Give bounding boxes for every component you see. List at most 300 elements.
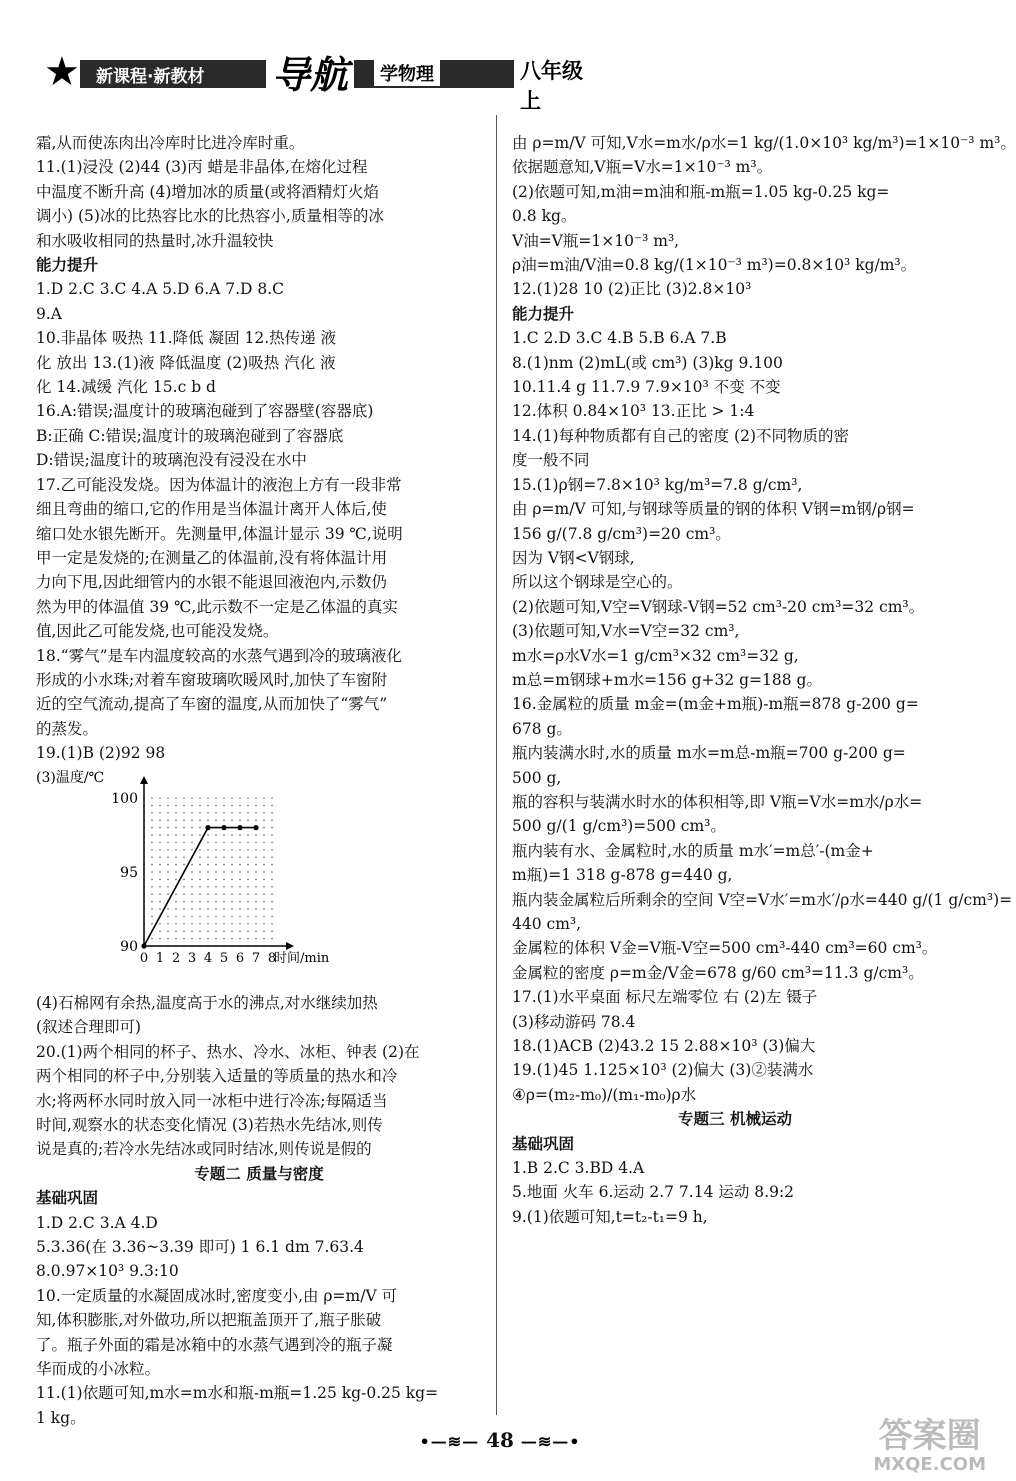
page-footer (0, 1428, 1000, 1452)
grid-dot (159, 900, 161, 902)
grid-dot (215, 923, 217, 925)
grid-dot (231, 893, 233, 895)
text-line: 缩口处水银先断开。先测量甲,体温计显示 39 ℃,说明 (36, 524, 403, 543)
grid-dot (271, 930, 273, 932)
text-line: 16.A:错误;温度计的玻璃泡碰到了容器壁(容器底) (36, 402, 374, 421)
grid-dot (215, 841, 217, 843)
grid-dot (167, 804, 169, 806)
grid-dot (167, 841, 169, 843)
grid-dot (247, 863, 249, 865)
grid-dot (271, 908, 273, 910)
grid-dot (215, 856, 217, 858)
grid-dot (271, 878, 273, 880)
grid-dot (247, 856, 249, 858)
text-line: 20.(1)两个相同的杯子、热水、冷水、冰柜、钟表 (2)在 (36, 1042, 420, 1061)
grid-dot (231, 878, 233, 880)
grid-dot (215, 886, 217, 888)
grid-dot (151, 923, 153, 925)
x-tick-label: 3 (187, 950, 197, 966)
text-line: 17.(1)水平桌面 标尺左端零位 右 (2)左 镊子 (512, 988, 818, 1007)
grid-dot (239, 930, 241, 932)
grid-dot (223, 893, 225, 895)
text-line: 基础巩固 (512, 1134, 575, 1153)
grid-dot (271, 834, 273, 836)
data-point (237, 825, 242, 830)
grid-dot (183, 908, 185, 910)
grid-dot (263, 797, 265, 799)
grid-dot (159, 804, 161, 806)
grid-dot (167, 834, 169, 836)
grid-dot (263, 878, 265, 880)
text-line: m水=ρ水V水=1 g/cm³×32 cm³=32 g, (512, 646, 799, 665)
grid-dot (231, 849, 233, 851)
text-line: 然为甲的体温值 39 ℃,此示数不一定是乙体温的真实 (36, 597, 398, 616)
grid-dot (263, 819, 265, 821)
grid-dot (191, 930, 193, 932)
grid-dot (175, 908, 177, 910)
text-line: 水;将两杯水同时放入同一冰柜中进行冷冻;每隔适当 (36, 1091, 388, 1110)
grid-dot (239, 841, 241, 843)
grid-dot (215, 871, 217, 873)
grid-dot (207, 900, 209, 902)
grid-dot (239, 871, 241, 873)
grid-dot (159, 849, 161, 851)
grid-dot (199, 908, 201, 910)
grid-dot (183, 826, 185, 828)
grid-dot (207, 908, 209, 910)
grid-dot (247, 908, 249, 910)
grid-dot (159, 923, 161, 925)
text-line: 能力提升 (36, 256, 99, 275)
grid-dot (271, 871, 273, 873)
grid-dot (255, 893, 257, 895)
grid-dot (231, 804, 233, 806)
section-3-text (512, 1132, 958, 1230)
text-line: 18.(1)ACB (2)43.2 15 2.88×10³ (3)偏大 (512, 1037, 816, 1056)
x-axis-arrow (286, 942, 294, 950)
grid-dot (191, 841, 193, 843)
grid-dot (167, 812, 169, 814)
grid-dot (239, 878, 241, 880)
text-line: 17.乙可能没发烧。因为体温计的液泡上方有一段非常 (36, 475, 402, 494)
grid-dot (159, 841, 161, 843)
grid-dot (239, 886, 241, 888)
grid-dot (159, 819, 161, 821)
grid-dot (151, 908, 153, 910)
text-line: 0.8 kg。 (512, 207, 577, 226)
grid-dot (191, 834, 193, 836)
section-title-3: 专题三 机械运动 (678, 1110, 792, 1129)
grid-dot (255, 856, 257, 858)
grid-dot (151, 893, 153, 895)
grid-dot (263, 930, 265, 932)
grid-dot (151, 856, 153, 858)
grid-dot (167, 826, 169, 828)
text-line: 15.(1)ρ钢=7.8×10³ kg/m³=7.8 g/cm³, (512, 475, 803, 494)
grid-dot (207, 804, 209, 806)
right-text-block (512, 131, 1016, 1107)
grid-dot (183, 915, 185, 917)
grid-dot (247, 834, 249, 836)
grid-dot (271, 841, 273, 843)
grid-dot (175, 834, 177, 836)
grid-dot (223, 923, 225, 925)
grid-dot (215, 937, 217, 939)
grid-dot (255, 863, 257, 865)
text-line: D:错误;温度计的玻璃泡没有浸没在水中 (36, 451, 307, 470)
grid-dot (231, 937, 233, 939)
text-line: (2)依题可知,m油=m油和瓶-m瓶=1.05 kg-0.25 kg= (512, 182, 890, 201)
grid-dot (191, 937, 193, 939)
grid-dot (231, 923, 233, 925)
text-line: 8.0.97×10³ 9.3:10 (36, 1262, 179, 1281)
temperature-chart (36, 770, 482, 987)
text-line: 化 14.减缓 汽化 15.c b d (36, 378, 216, 397)
subject-name: 学物理 (374, 60, 440, 86)
grid-dot (191, 908, 193, 910)
grid-dot (263, 804, 265, 806)
text-line: 5.地面 火车 6.运动 2.7 7.14 运动 8.9:2 (512, 1183, 795, 1202)
grid-dot (263, 886, 265, 888)
grid-dot (223, 849, 225, 851)
text-line: 16.金属粒的质量 m金=(m金+m瓶)-m瓶=878 g-200 g= (512, 695, 919, 714)
grid-dot (215, 819, 217, 821)
text-line: 1.D 2.C 3.C 4.A 5.D 6.A 7.D 8.C (36, 280, 285, 299)
grid-dot (255, 900, 257, 902)
y-tick-label: 95 (120, 864, 138, 881)
text-line: 金属粒的密度 ρ=m金/V金=678 g/60 cm³=11.3 g/cm³。 (512, 963, 924, 982)
text-line: 10.非晶体 吸热 11.降低 凝固 12.热传递 液 (36, 329, 337, 348)
data-point (221, 825, 226, 830)
grid-dot (239, 834, 241, 836)
grid-dot (223, 863, 225, 865)
grid-dot (215, 915, 217, 917)
grid-dot (263, 893, 265, 895)
grid-dot (271, 900, 273, 902)
grid-dot (151, 849, 153, 851)
text-line: 1.B 2.C 3.BD 4.A (512, 1159, 645, 1178)
text-line: 因为 V钢<V钢球, (512, 548, 635, 567)
text-line: 19.(1)B (2)92 98 (36, 744, 166, 763)
grid-dot (183, 886, 185, 888)
grid-dot (175, 797, 177, 799)
grid-dot (191, 878, 193, 880)
grid-dot (207, 834, 209, 836)
right-ornament: —≋—• (520, 1432, 581, 1451)
grid-dot (183, 900, 185, 902)
grid-dot (223, 900, 225, 902)
text-line: 500 g, (512, 768, 562, 787)
text-line: ④ρ=(m₂-m₀)/(m₁-m₀)ρ水 (512, 1085, 697, 1104)
grid-dot (271, 826, 273, 828)
grid-dot (191, 812, 193, 814)
grid-dot (231, 900, 233, 902)
grid-dot (175, 900, 177, 902)
grid-dot (231, 834, 233, 836)
grid-dot (199, 826, 201, 828)
grid-dot (151, 878, 153, 880)
grid-dot (167, 930, 169, 932)
grid-dot (199, 937, 201, 939)
grid-dot (271, 863, 273, 865)
grid-dot (215, 804, 217, 806)
grid-dot (239, 804, 241, 806)
grid-dot (239, 893, 241, 895)
grid-dot (239, 849, 241, 851)
grid-dot (247, 804, 249, 806)
grid-dot (159, 812, 161, 814)
grid-dot (151, 937, 153, 939)
page-header (44, 49, 604, 113)
grid-dot (271, 856, 273, 858)
grid-dot (263, 863, 265, 865)
grid-dot (159, 797, 161, 799)
grid-dot (239, 937, 241, 939)
grid-dot (247, 923, 249, 925)
grid-dot (175, 871, 177, 873)
text-line: (2)依题可知,V空=V钢球-V钢=52 cm³-20 cm³=32 cm³。 (512, 597, 925, 616)
text-line: 所以这个钢球是空心的。 (512, 573, 683, 592)
grid-dot (159, 937, 161, 939)
grid-dot (159, 908, 161, 910)
text-line: 瓶内装金属粒后所剩余的空间 V空=V水′=m水′/ρ水=440 g/(1 g/cm³)= (512, 890, 1013, 909)
text-line: 能力提升 (512, 304, 575, 323)
grid-dot (191, 915, 193, 917)
grid-dot (247, 871, 249, 873)
grid-dot (191, 804, 193, 806)
grid-dot (231, 886, 233, 888)
text-line: 440 cm³, (512, 915, 582, 933)
grid-dot (175, 819, 177, 821)
grid-dot (183, 937, 185, 939)
text-line: 知,体积膨胀,对外做功,所以把瓶盖顶开了,瓶子胀破 (36, 1311, 382, 1330)
grid-dot (247, 930, 249, 932)
grid-dot (175, 804, 177, 806)
grid-dot (255, 841, 257, 843)
grid-dot (183, 923, 185, 925)
text-line: 两个相同的杯子中,分别装入适量的等质量的热水和冷 (36, 1067, 398, 1086)
grid-dot (271, 849, 273, 851)
left-text-block-2 (36, 991, 482, 1162)
grid-dot (207, 937, 209, 939)
grid-dot (175, 863, 177, 865)
star-icon: ★ (44, 49, 80, 95)
text-line: 1.C 2.D 3.C 4.B 5.B 6.A 7.B (512, 329, 727, 348)
grid-dot (263, 908, 265, 910)
text-line: 霜,从而使冻肉出冷库时比进冷库时重。 (36, 134, 305, 152)
text-line: 678 g。 (512, 719, 572, 738)
grid-dot (215, 834, 217, 836)
text-line: V油=V瓶=1×10⁻³ m³, (512, 231, 680, 250)
grid-dot (239, 900, 241, 902)
grid-dot (255, 849, 257, 851)
grid-dot (199, 871, 201, 873)
grid-dot (167, 856, 169, 858)
grid-dot (255, 878, 257, 880)
text-line: 由 ρ=m/V 可知,V水=m水/ρ水=1 kg/(1.0×10³ kg/m³)=1×10⁻³ m³。 (512, 134, 1016, 152)
grid-dot (215, 849, 217, 851)
text-line: 10.11.4 g 11.7.9 7.9×10³ 不变 不变 (512, 378, 781, 397)
text-line: 11.(1)浸没 (2)44 (3)丙 蜡是非晶体,在熔化过程 (36, 158, 368, 177)
grid-dot (191, 863, 193, 865)
grid-dot (255, 923, 257, 925)
grid-dot (183, 878, 185, 880)
series-name: 新课程·新教材 (96, 67, 205, 87)
text-line: 金属粒的体积 V金=V瓶-V空=500 cm³-440 cm³=60 cm³。 (512, 939, 938, 958)
grid-dot (247, 797, 249, 799)
grid-dot (239, 819, 241, 821)
grid-dot (159, 863, 161, 865)
grid-dot (159, 930, 161, 932)
x-tick-label: 4 (203, 950, 213, 966)
grid-dot (223, 804, 225, 806)
grid-dot (271, 804, 273, 806)
text-line: m总=m钢球+m水=156 g+32 g=188 g。 (512, 670, 822, 689)
text-line: (4)石棉网有余热,温度高于水的沸点,对水继续加热 (36, 993, 378, 1012)
grid-dot (191, 886, 193, 888)
grid-dot (191, 893, 193, 895)
text-line: 基础巩固 (36, 1189, 99, 1208)
grid-dot (167, 937, 169, 939)
grid-dot (255, 834, 257, 836)
grid-dot (207, 886, 209, 888)
text-line: 500 g/(1 g/cm³)=500 cm³。 (512, 817, 726, 836)
grid-dot (263, 937, 265, 939)
grid-dot (231, 841, 233, 843)
text-line: 5.3.36(在 3.36~3.39 即可) 1 6.1 dm 7.63.4 (36, 1238, 364, 1257)
grid-dot (223, 819, 225, 821)
text-line: 瓶内装有水、金属粒时,水的质量 m水′=m总′-(m金+ (512, 841, 874, 860)
grid-dot (255, 886, 257, 888)
grid-dot (215, 893, 217, 895)
x-tick-label: 0 (139, 950, 149, 966)
grid-dot (183, 849, 185, 851)
watermark (873, 1417, 986, 1475)
grid-dot (199, 797, 201, 799)
grid-dot (175, 812, 177, 814)
grid-dot (271, 937, 273, 939)
grid-dot (199, 878, 201, 880)
grid-dot (247, 937, 249, 939)
grid-dot (183, 804, 185, 806)
grid-dot (223, 937, 225, 939)
grid-dot (207, 930, 209, 932)
grid-dot (175, 930, 177, 932)
text-line: 14.(1)每种物质都有自己的密度 (2)不同物质的密 (512, 426, 849, 445)
grid-dot (231, 856, 233, 858)
text-line: 中温度不断升高 (4)增加冰的质量(或将酒精灯火焰 (36, 182, 379, 201)
grid-dot (255, 797, 257, 799)
grid-dot (199, 856, 201, 858)
x-tick-label: 8 (267, 950, 277, 966)
data-point (205, 825, 210, 830)
grid-dot (151, 834, 153, 836)
text-line: m瓶)=1 318 g-878 g=440 g, (512, 866, 733, 885)
y-tick-label: 90 (120, 938, 138, 955)
grid-dot (183, 841, 185, 843)
grid-dot (231, 797, 233, 799)
grid-dot (183, 812, 185, 814)
grid-dot (223, 915, 225, 917)
grid-dot (271, 812, 273, 814)
grid-dot (151, 841, 153, 843)
grid-dot (191, 871, 193, 873)
grid-dot (239, 797, 241, 799)
grid-dot (159, 834, 161, 836)
grid-dot (159, 886, 161, 888)
grid-dot (231, 915, 233, 917)
column-divider (496, 115, 497, 1415)
grid-dot (263, 871, 265, 873)
grid-dot (223, 834, 225, 836)
grid-dot (239, 863, 241, 865)
grid-dot (271, 819, 273, 821)
grid-dot (199, 834, 201, 836)
grid-dot (255, 930, 257, 932)
left-column (36, 131, 482, 1430)
grid-dot (263, 841, 265, 843)
grid-dot (255, 908, 257, 910)
text-line: ρ油=m油/V油=0.8 kg/(1×10⁻³ m³)=0.8×10³ kg/m³。 (512, 256, 917, 275)
grid-dot (207, 797, 209, 799)
grid-dot (271, 893, 273, 895)
grid-dot (215, 797, 217, 799)
grid-dot (159, 871, 161, 873)
watermark-line2: MXQE.COM (873, 1454, 986, 1475)
grid-dot (271, 915, 273, 917)
text-line: 12.体积 0.84×10³ 13.正比 > 1:4 (512, 402, 755, 421)
grid-dot (263, 849, 265, 851)
data-point (253, 825, 258, 830)
grid-dot (223, 886, 225, 888)
grid-dot (175, 841, 177, 843)
text-line: 说是真的;若冷水先结冰或同时结冰,则传说是假的 (36, 1140, 372, 1159)
x-tick-label: 2 (171, 950, 181, 966)
grid-dot (263, 923, 265, 925)
grid-dot (223, 812, 225, 814)
grid-dot (199, 886, 201, 888)
grid-dot (231, 930, 233, 932)
grid-dot (175, 849, 177, 851)
grid-dot (183, 797, 185, 799)
grid-dot (199, 804, 201, 806)
x-tick-label: 5 (219, 950, 229, 966)
grid-dot (247, 849, 249, 851)
grid-dot (215, 863, 217, 865)
text-line: 值,因此乙可能发烧,也可能没发烧。 (36, 622, 279, 641)
grid-dot (231, 871, 233, 873)
grid-dot (183, 930, 185, 932)
grid-dot (255, 937, 257, 939)
grid-dot (207, 849, 209, 851)
grid-dot (151, 915, 153, 917)
grid-dot (167, 878, 169, 880)
text-line: 瓶的容积与装满水时水的体积相等,即 V瓶=V水=m水/ρ水= (512, 792, 923, 811)
grid-dot (255, 812, 257, 814)
text-line: 12.(1)28 10 (2)正比 (3)2.8×10³ (512, 280, 752, 299)
text-line: 18.“雾气”是车内温度较高的水蒸气遇到冷的玻璃液化 (36, 646, 402, 665)
grid-dot (175, 915, 177, 917)
logo: 导航 (266, 44, 354, 99)
grid-dot (183, 834, 185, 836)
grid-dot (223, 908, 225, 910)
grid-dot (183, 856, 185, 858)
grid-dot (199, 893, 201, 895)
text-line: 10.一定质量的水凝固成冰时,密度变小,由 ρ=m/V 可 (36, 1286, 398, 1305)
text-line: (3)移动游码 78.4 (512, 1012, 636, 1031)
y-tick-label: 100 (111, 790, 138, 807)
grid-dot (183, 863, 185, 865)
